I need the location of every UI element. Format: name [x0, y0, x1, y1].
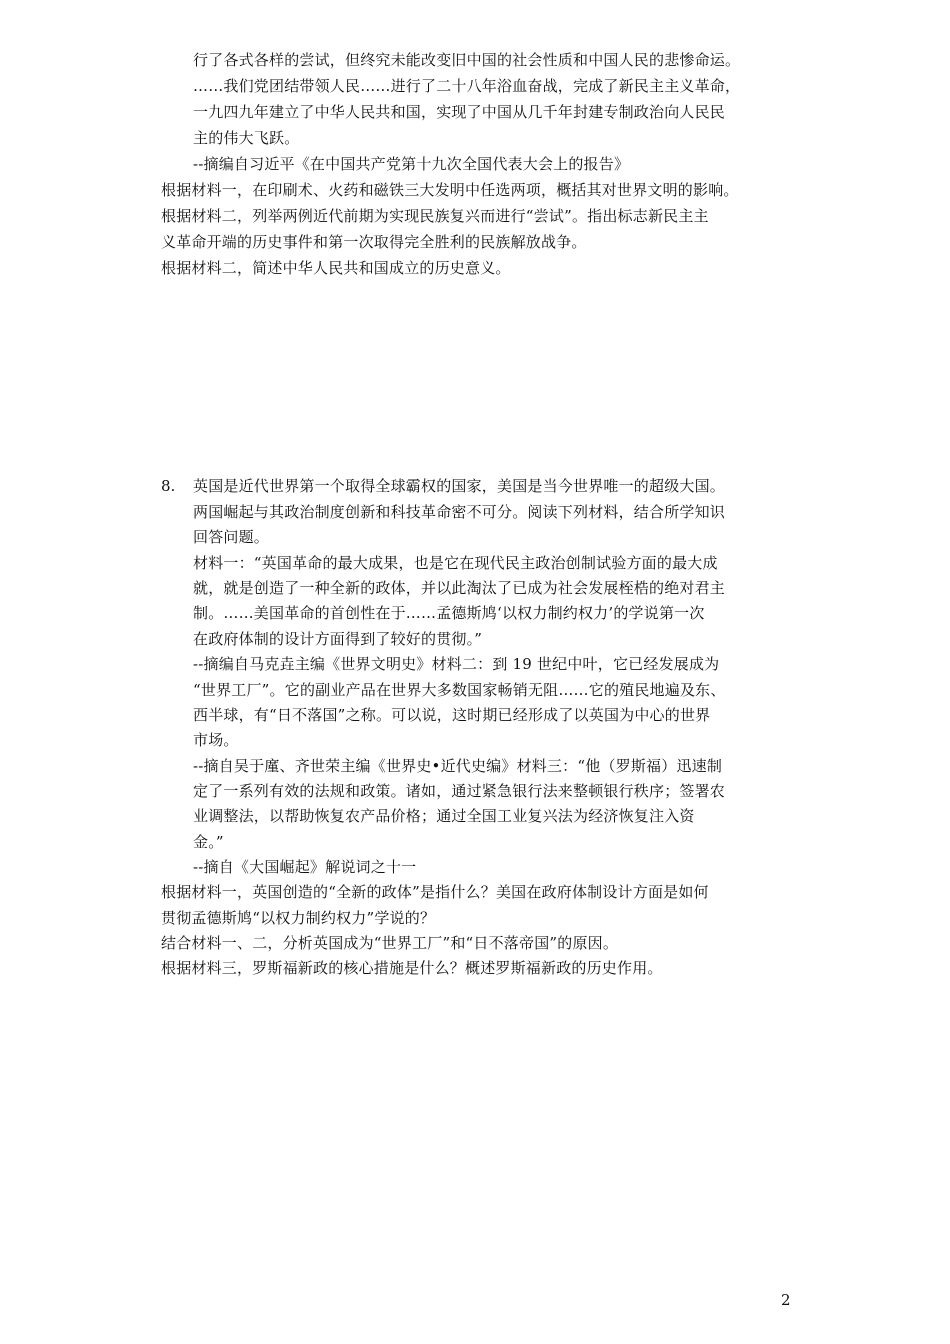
q8-material2-line-2: “世界工厂”。它的副业产品在世界大多数国家畅销无阻……它的殖民地遍及东、: [193, 681, 726, 699]
q7-source2: --摘编自习近平《在中国共产党第十九次全国代表大会上的报告》: [193, 155, 630, 173]
page-number: 2: [781, 1291, 791, 1309]
q8-intro-line-2: 两国崛起与其政治制度创新和科技革命密不可分。阅读下列材料，结合所学知识: [193, 503, 726, 521]
q8-material2-line-4: 市场。: [193, 731, 239, 749]
q7-material2-line-1: 行了各式各样的尝试，但终究未能改变旧中国的社会性质和中国人民的悲惨命运。: [193, 51, 741, 69]
q8-question-1b: 贯彻孟德斯鸠“以权力制约权力”学说的？: [161, 909, 436, 927]
q8-material1-line-1: 材料一：“英国革命的最大成果，也是它在现代民主政治创制试验方面的最大成: [193, 554, 718, 572]
q8-material3-line-4: 金。”: [193, 833, 224, 851]
q7-question-1: 根据材料一，在印刷术、火药和磁铁三大发明中任选两项，概括其对世界文明的影响。: [161, 181, 739, 199]
q8-material1-line-3: 制。……美国革命的首创性在于……孟德斯鸠‘以权力制约权力’的学说第一次: [193, 604, 705, 622]
q7-question-2a: 根据材料二，列举两例近代前期为实现民族复兴而进行“尝试”。指出标志新民主主: [161, 207, 709, 225]
q7-question-2b: 义革命开端的历史事件和第一次取得完全胜利的民族解放战争。: [161, 233, 587, 251]
q8-intro-line-3: 回答问题。: [193, 528, 270, 546]
q8-material3-line-3: 业调整法，以帮助恢复农产品价格；通过全国工业复兴法为经济恢复注入资: [193, 807, 695, 825]
q8-material2-line-3: 西半球，有“日不落国”之称。可以说，这时期已经形成了以英国为中心的世界: [193, 706, 711, 724]
q8-material1-line-4: 在政府体制的设计方面得到了较好的贯彻。”: [193, 630, 483, 648]
q8-material3-line-2: 定了一系列有效的法规和政策。诸如，通过紧急银行法来整顿银行秩序；签署农: [193, 782, 726, 800]
q7-material2-line-3: 一九四九年建立了中华人民共和国，实现了中国从几千年封建专制政治向人民民: [193, 103, 726, 121]
q8-material3-line-1: --摘自吴于廑、齐世荣主编《世界史•近代史编》材料三：“他（罗斯福）迅速制: [193, 757, 723, 775]
q8-question-3: 根据材料三，罗斯福新政的核心措施是什么？概述罗斯福新政的历史作用。: [161, 959, 663, 977]
q8-intro-line-1: 英国是近代世界第一个取得全球霸权的国家，美国是当今世界唯一的超级大国。: [193, 477, 726, 495]
q7-material2-line-2: ……我们党团结带领人民……进行了二十八年浴血奋战，完成了新民主主义革命，: [193, 77, 741, 95]
q8-source3: --摘自《大国崛起》解说词之十一: [193, 858, 417, 876]
q8-number: 8.: [161, 477, 176, 495]
q8-question-1a: 根据材料一，英国创造的“全新的政体”是指什么？美国在政府体制设计方面是如何: [161, 883, 709, 901]
q8-material1-line-2: 就，就是创造了一种全新的政体，并以此淘汰了已成为社会发展桎梏的绝对君主: [193, 579, 726, 597]
q8-question-2: 结合材料一、二，分析英国成为“世界工厂”和“日不落帝国”的原因。: [161, 934, 619, 952]
q7-material2-line-4: 主的伟大飞跃。: [193, 129, 300, 147]
q8-material2-line-1: --摘编自马克垚主编《世界文明史》材料二：到 19 世纪中叶，它已经发展成为: [193, 655, 720, 673]
q7-question-3: 根据材料二，简述中华人民共和国成立的历史意义。: [161, 259, 511, 277]
